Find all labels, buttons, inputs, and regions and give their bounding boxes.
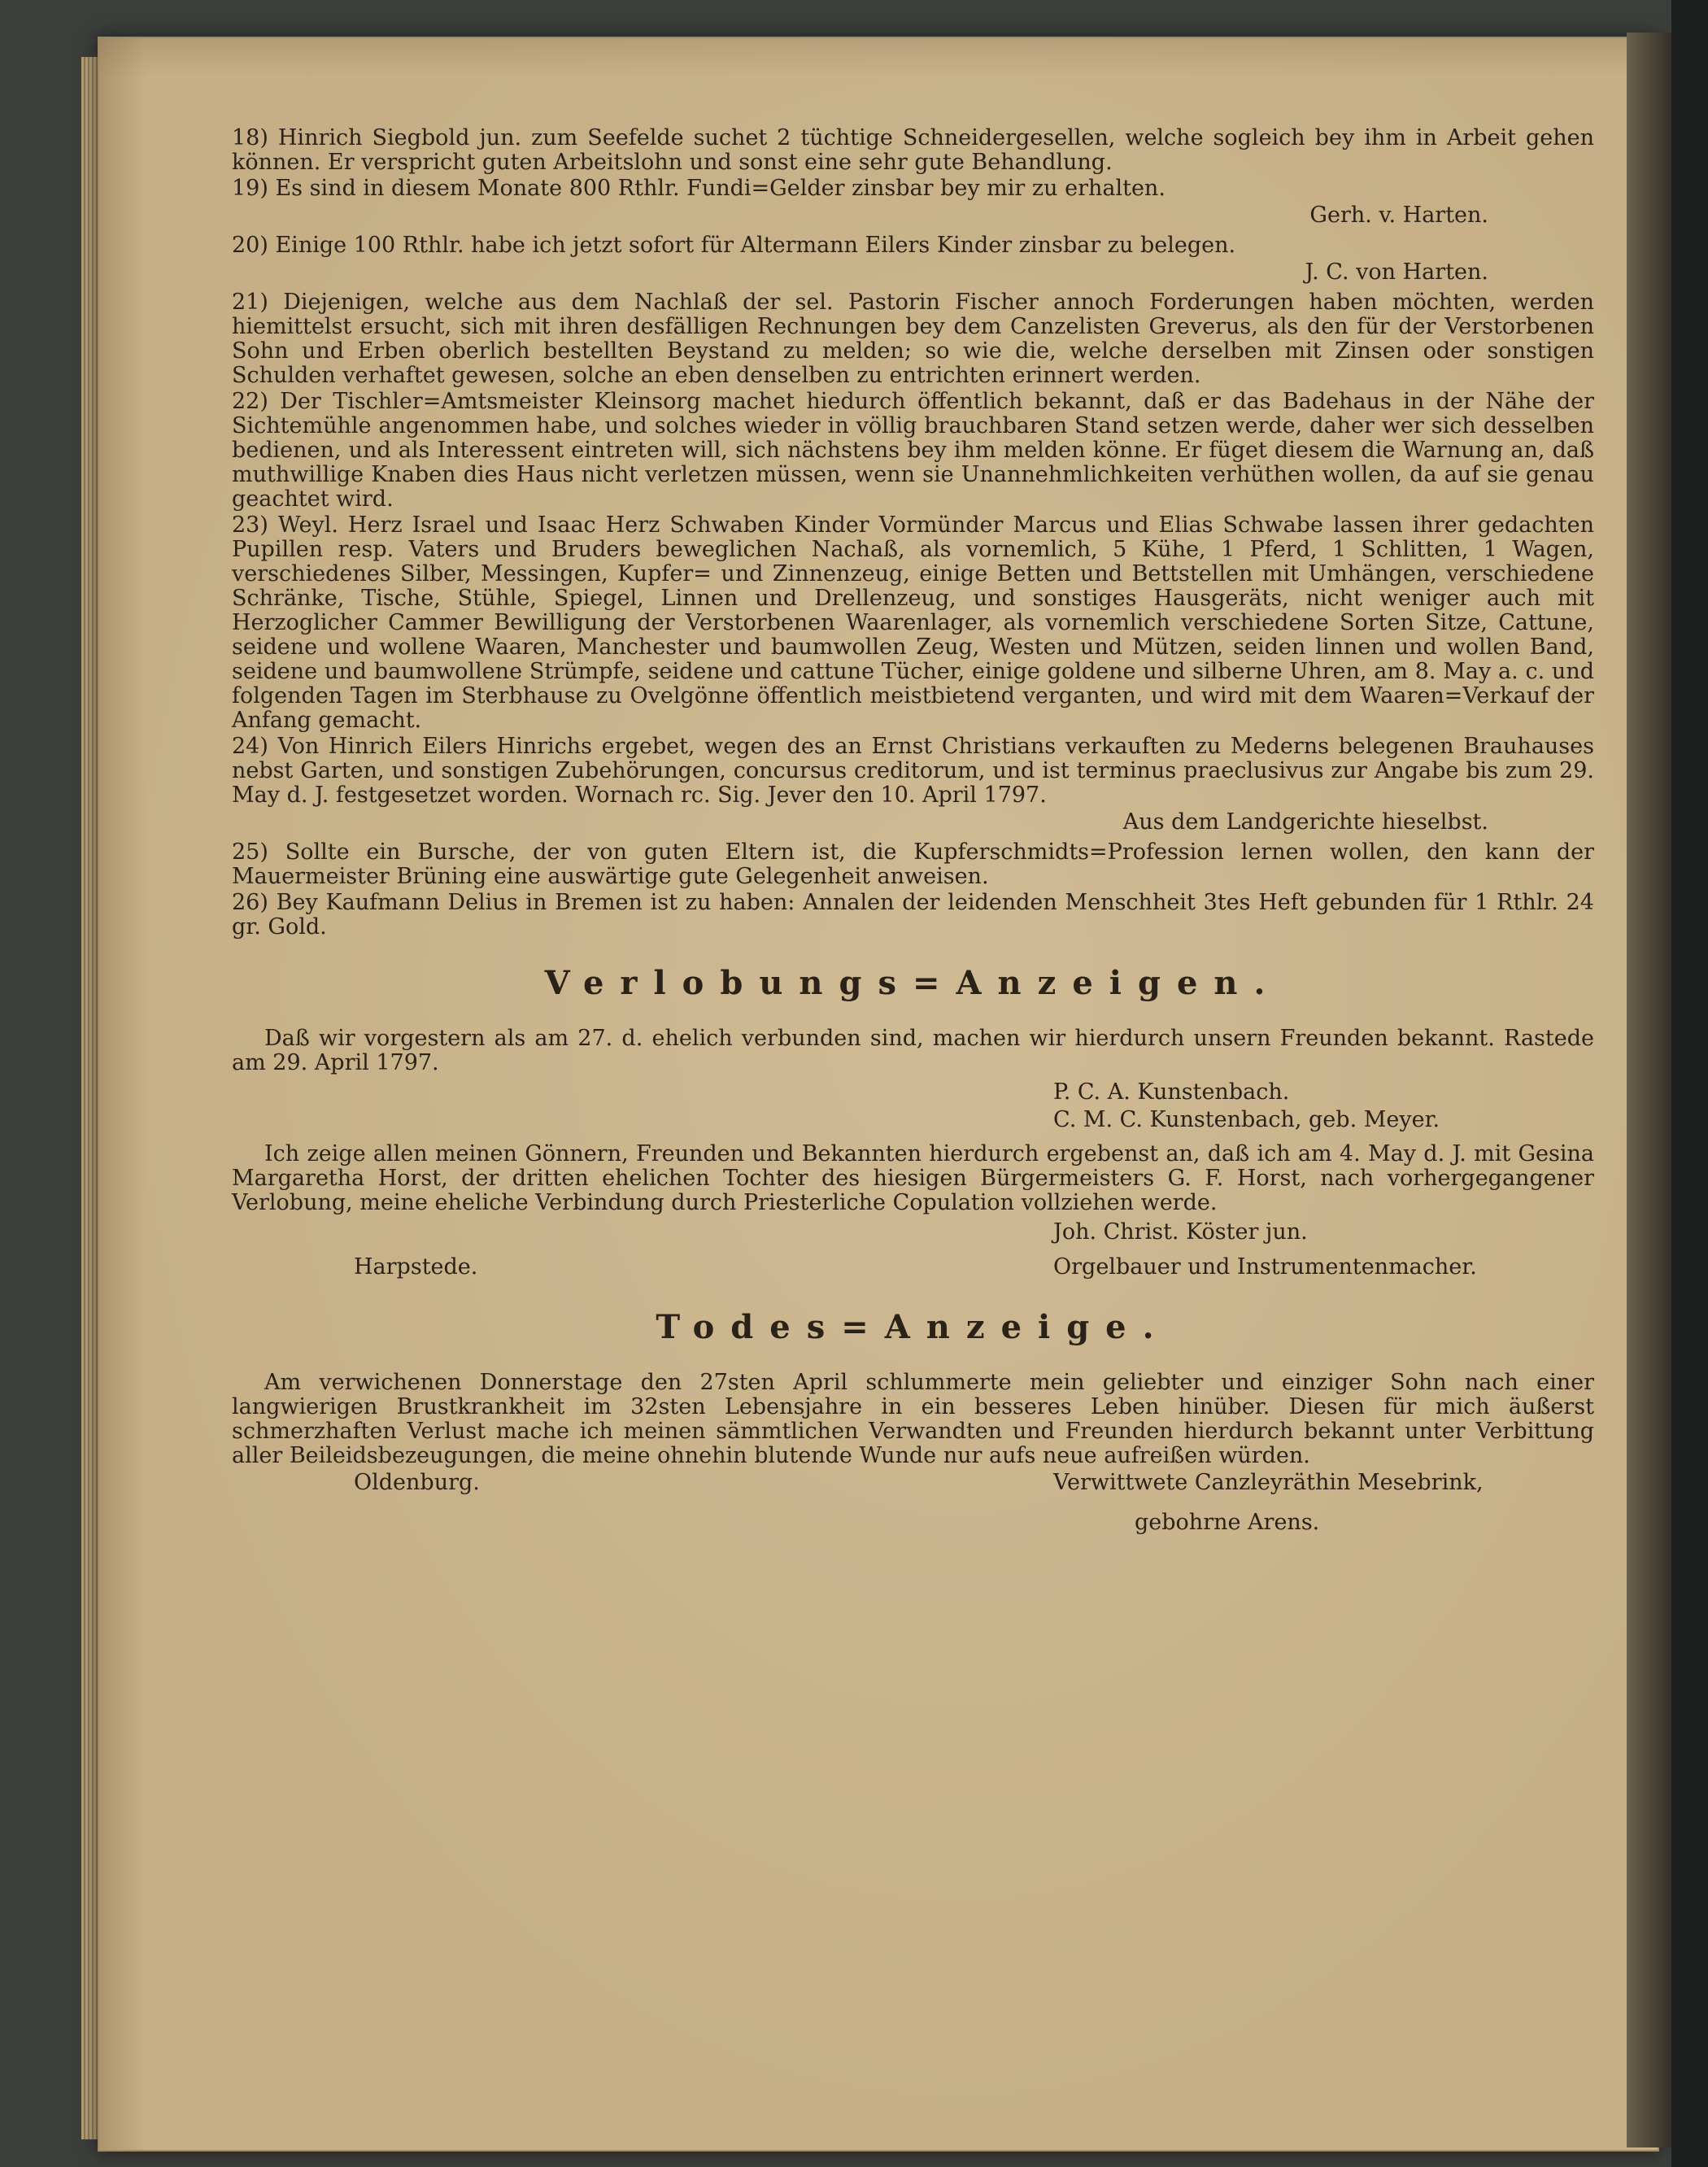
- notice-18: 18) Hinrich Siegbold jun. zum Seefelde suchet 2 tüchtige Schneidergesellen, welche sogleich bey ihm in Arbeit gehen können. Er verspricht guten Arbeitslohn und sonst eine sehr gute Behandlung.: [232, 125, 1594, 175]
- background-edge: [1671, 0, 1708, 2167]
- death-heading: Todes=Anzeige.: [656, 1308, 1170, 1346]
- wedding-place-row: [232, 1254, 1594, 1284]
- engagement-signer-2: C. M. C. Kunstenbach, geb. Meyer.: [1053, 1107, 1440, 1132]
- notice-20: 20) Einige 100 Rthlr. habe ich jetzt sofort für Altermann Eilers Kinder zinsbar zu belegen.: [232, 233, 1236, 258]
- wedding-place: Harpstede.: [354, 1254, 478, 1280]
- wedding-signer: Joh. Christ. Köster jun.: [1053, 1219, 1308, 1245]
- death-text: Am verwichenen Donnerstage den 27sten April schlummerte mein geliebter und einziger Sohn nach einer langwierigen Brustkrankheit im 32sten Lebensjahre in ein besseres Leben hinüber. Diesen für mich äußerst schmerzhaften Verlust mache ich meinen sämmtlichen Verwandten und Freunden hierdurch bekannt unter Verbittung aller Beileidsbezeugungen, die meine ohnehin blutende Wunde nur aufs neue aufreißen würden.: [232, 1370, 1594, 1468]
- notice-19-signature: Gerh. v. Harten.: [1309, 203, 1488, 228]
- death-place: Oldenburg.: [354, 1470, 480, 1495]
- page-content: [232, 126, 1594, 1537]
- notice-19: 19) Es sind in diesem Monate 800 Rthlr. Fundi=Gelder zinsbar bey mir zu erhalten.: [232, 176, 1166, 201]
- binding-shadow: [1627, 33, 1675, 2147]
- wedding-signer-block: [232, 1219, 1594, 1246]
- engagement-signers: [232, 1079, 1594, 1134]
- death-place-row: [232, 1470, 1594, 1499]
- notice-24-signature: Aus dem Landgerichte hieselbst.: [1122, 809, 1488, 835]
- wedding-text: Ich zeige allen meinen Gönnern, Freunden und Bekannten hierdurch ergebenst an, daß ich am 4. May d. J. mit Gesina Margaretha Horst, der dritten ehelichen Tochter des hiesigen Bürgermeisters G. F. Horst, nach vorhergegangener Verlobung, meine eheliche Verbindung durch Priesterliche Copulation vollziehen werde.: [232, 1141, 1594, 1215]
- notice-24: 24) Von Hinrich Eilers Hinrichs ergebet, wegen des an Ernst Christians verkauften zu Mederns belegenen Brauhauses nebst Garten, und sonstigen Zubehörungen, concursus creditorum, und ist terminus praeclusivus zur Angabe bis zum 29. May d. J. festgesetzet worden. Wornach rc. Sig. Jever den 10. April 1797.: [232, 734, 1594, 808]
- notice-23: 23) Weyl. Herz Israel und Isaac Herz Schwaben Kinder Vormünder Marcus und Elias Schwabe lassen ihrer gedachten Pupillen resp. Vaters und Bruders beweglichen Nachaß, als vornemlich, 5 Kühe, 1 Pferd, 1 Schlitten, 1 Wagen, verschiedenes Silber, Messingen, Kupfer= und Zinnenzeug, einige Betten und Bettstellen mit Umhängen, verschiedene Schränke, Tische, Stühle, Spiegel, Linnen und Drellenzeug, und sonstiges Hausgeräts, nicht weniger auch mit Herzoglicher Cammer Bewilligung der Verstorbenen Waarenlager, als vornemlich verschiedene Sorten Sitze, Cattune, seidene und wollene Waaren, Manchester und baumwollen Zeug, Westen und Mützen, seiden linnen und wollen Band, seidene und baumwollene Strümpfe, seidene und cattune Tücher, einige goldene und silberne Uhren, am 8. May a. c. und folgenden Tagen im Sterbhause zu Ovelgönne öffentlich meistbietend verganten, und wird mit dem Waaren=Verkauf der Anfang gemacht.: [232, 512, 1594, 733]
- engagement-signer-1: P. C. A. Kunstenbach.: [1053, 1079, 1290, 1105]
- wedding-title: Orgelbauer und Instrumentenmacher.: [1053, 1254, 1477, 1280]
- notice-22: 22) Der Tischler=Amtsmeister Kleinsorg machet hiedurch öffentlich bekannt, daß er das Badehaus in der Nähe der Sichtemühle angenommen habe, und solches wieder in völlig brauchbaren Stand setzen werde, daher wer sich desselben bedienen, und als Interessent eintreten will, sich nächstens bey ihm melden könne. Er füget diesem die Warnung an, daß muthwillige Knaben dies Haus nicht verletzen müssen, wenn sie Unannehmlichkeiten verhüthen wollen, da auf sie genau geachtet wird.: [232, 389, 1594, 512]
- engagement-heading: Verlobungs=Anzeigen.: [544, 964, 1282, 1002]
- notice-20-signature: J. C. von Harten.: [1305, 259, 1488, 285]
- death-signer: Verwittwete Canzleyräthin Mesebrink,: [1053, 1470, 1484, 1495]
- notice-25: 25) Sollte ein Bursche, der von guten Eltern ist, die Kupferschmidts=Profession lernen wollen, den kann der Mauermeister Brüning eine auswärtige gute Gelegenheit anweisen.: [232, 839, 1594, 889]
- death-signer-sub-block: [232, 1509, 1594, 1537]
- notice-26: 26) Bey Kaufmann Delius in Bremen ist zu haben: Annalen der leidenden Menschheit 3tes Heft gebunden für 1 Rthlr. 24 gr. Gold.: [232, 890, 1594, 940]
- death-signer-sub: gebohrne Arens.: [1135, 1510, 1320, 1535]
- engagement-text: Daß wir vorgestern als am 27. d. ehelich verbunden sind, machen wir hierdurch unsern Freunden bekannt. Rastede am 29. April 1797.: [232, 1026, 1594, 1075]
- notice-21: 21) Diejenigen, welche aus dem Nachlaß der sel. Pastorin Fischer annoch Forderungen haben möchten, werden hiemittelst ersucht, sich mit ihren desfälligen Rechnungen bey dem Canzelisten Greverus, als den für der Verstorbenen Sohn und Erben oberlich bestellten Beystand zu melden; so wie die, welche derselben mit Zinsen oder sonstigen Schulden verhaftet gewesen, solche an eben denselben zu entrichten erinnert werden.: [232, 290, 1594, 388]
